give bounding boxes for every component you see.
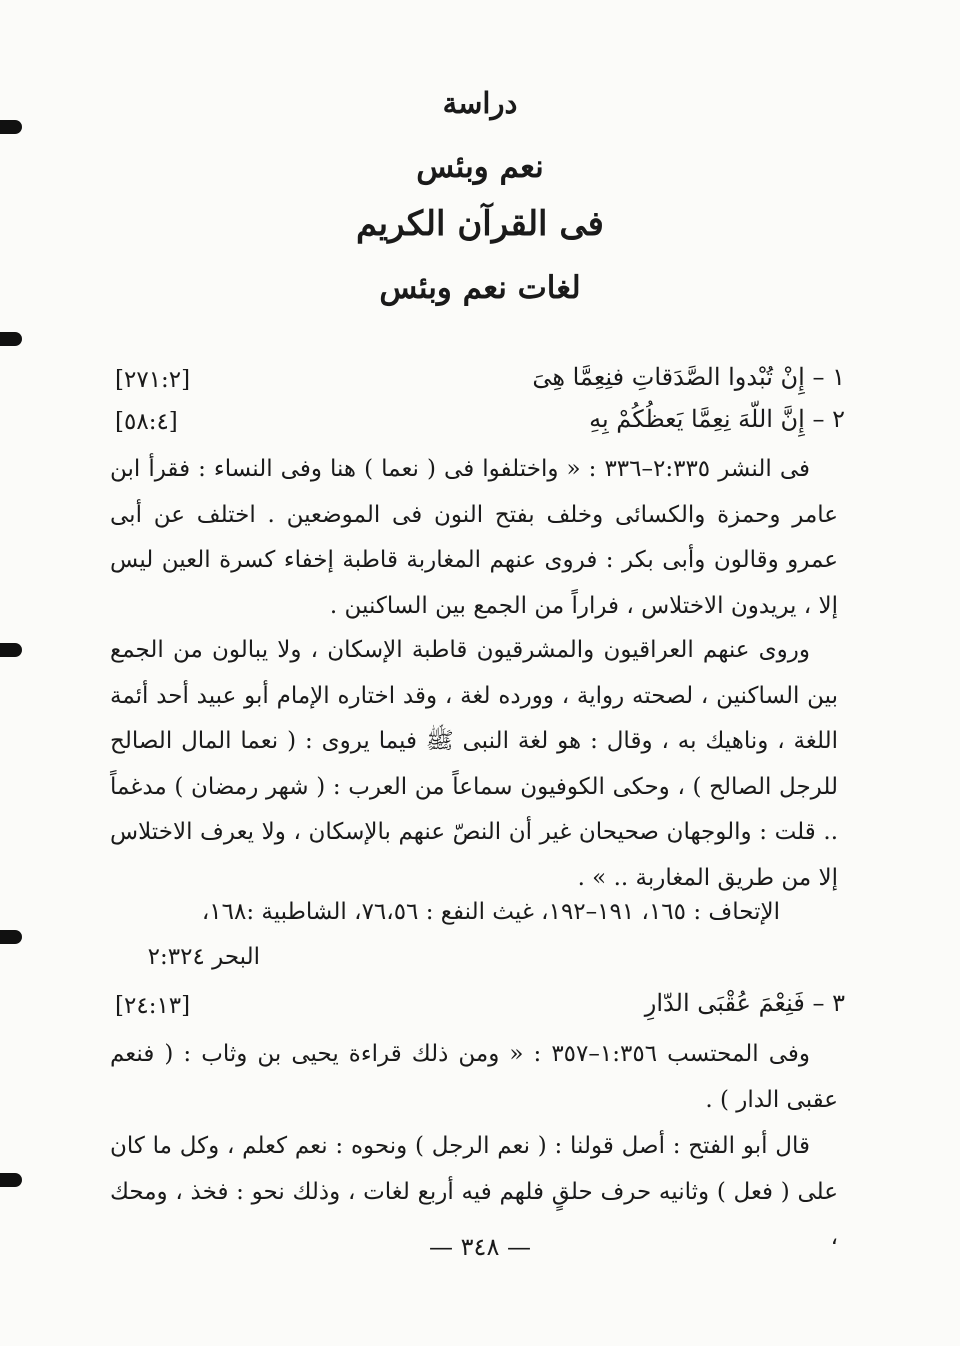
paragraph-muhtasab: وفى المحتسب ١:٣٥٦–٣٥٧ : « ومن ذلك قراءة يحيى بن وثاب : ( فنعم عقبى الدار ) . [110, 1041, 838, 1113]
binding-mark [0, 1173, 22, 1187]
page-number: — ٣٤٨ — [429, 1233, 531, 1261]
binding-mark [0, 332, 22, 346]
binding-mark [0, 930, 22, 944]
verse-reference: [٢٤:١٣] [115, 993, 191, 1019]
references-bahr: البحر ٢:٣٢٤ [147, 944, 260, 970]
verse-2 [110, 405, 845, 445]
binding-mark [0, 643, 22, 657]
verse-1 [110, 363, 845, 403]
paragraph-iraqi: وروى عنهم العراقيون والمشرقيون قاطبة الإسكان ، ولا يبالون من الجمع بين الساكنين ، لصحته رواية ، وورده لغة ، وقد اختاره الإمام أبو عبيد أحد أئمة اللغة ، وناهيك به ، وقال : هو لغة النبى ﷺ فيما يروى : ( نعما المال الصالح للرجل الصالح ) ، وحكى الكوفيون سماعاً من العرب : ( شهر رمضان ) مدغماً .. قلت : والوجهان صحيحان غير أن النصّ عنهم بالإسكان ، ولا يعرف الاختلاس إلا من طريق المغاربة .. » . [110, 637, 838, 891]
references-ithaf: الإتحاف : ١٦٥، ١٩١–١٩٢، غيث النفع : ٧٦،٥٦، الشاطبية :١٦٨، [201, 899, 780, 925]
verse-3 [110, 989, 845, 1029]
title-in-quran: فى القرآن الكريم [356, 204, 604, 244]
paragraph-nashr: فى النشر ٢:٣٣٥–٣٣٦ : « واختلفوا فى ( نعما ) هنا وفى النساء : فقرأ ابن عامر وحمزة والكسائى وخلف بفتح النون فى الموضعين . اختلف عن أبى عمرو وقالون وأبى بكر : فروى عنهم المغاربة قاطبة إخفاء كسرة العين ليس إلا ، يريدون الاختلاس ، فراراً من الجمع بين الساكنين . [110, 456, 838, 619]
verse-reference: [٢٧١:٢] [115, 367, 191, 393]
binding-mark [0, 120, 22, 134]
title-study: دراسة [442, 86, 518, 120]
title-topic: نعم وبئس [416, 149, 544, 185]
verse-text: ١ – إِنْ تُبْدوا الصَّدَقاتِ فنِعِمَّا هِىَ [532, 363, 845, 391]
paragraph-abu-fath: قال أبو الفتح : أصل قولنا : ( نعم الرجل ) ونحوه : نعم كعلم ، وكل ما كان على ( فعل ) وثانيه حرف حلقٍ فلهم فيه أربع لغات ، وذلك نحو : فخذ ، ومحك ، [110, 1133, 838, 1250]
verse-text: ٣ – فَنِعْمَ عُقْبَى الدّارِ [644, 989, 845, 1017]
section-heading: لغات نعم وبئس [379, 270, 581, 306]
verse-text: ٢ – إِنَّ اللّهَ نِعِمَّا يَعظُكُمْ بِهِ [589, 405, 845, 433]
verse-reference: [٥٨:٤] [115, 409, 178, 435]
